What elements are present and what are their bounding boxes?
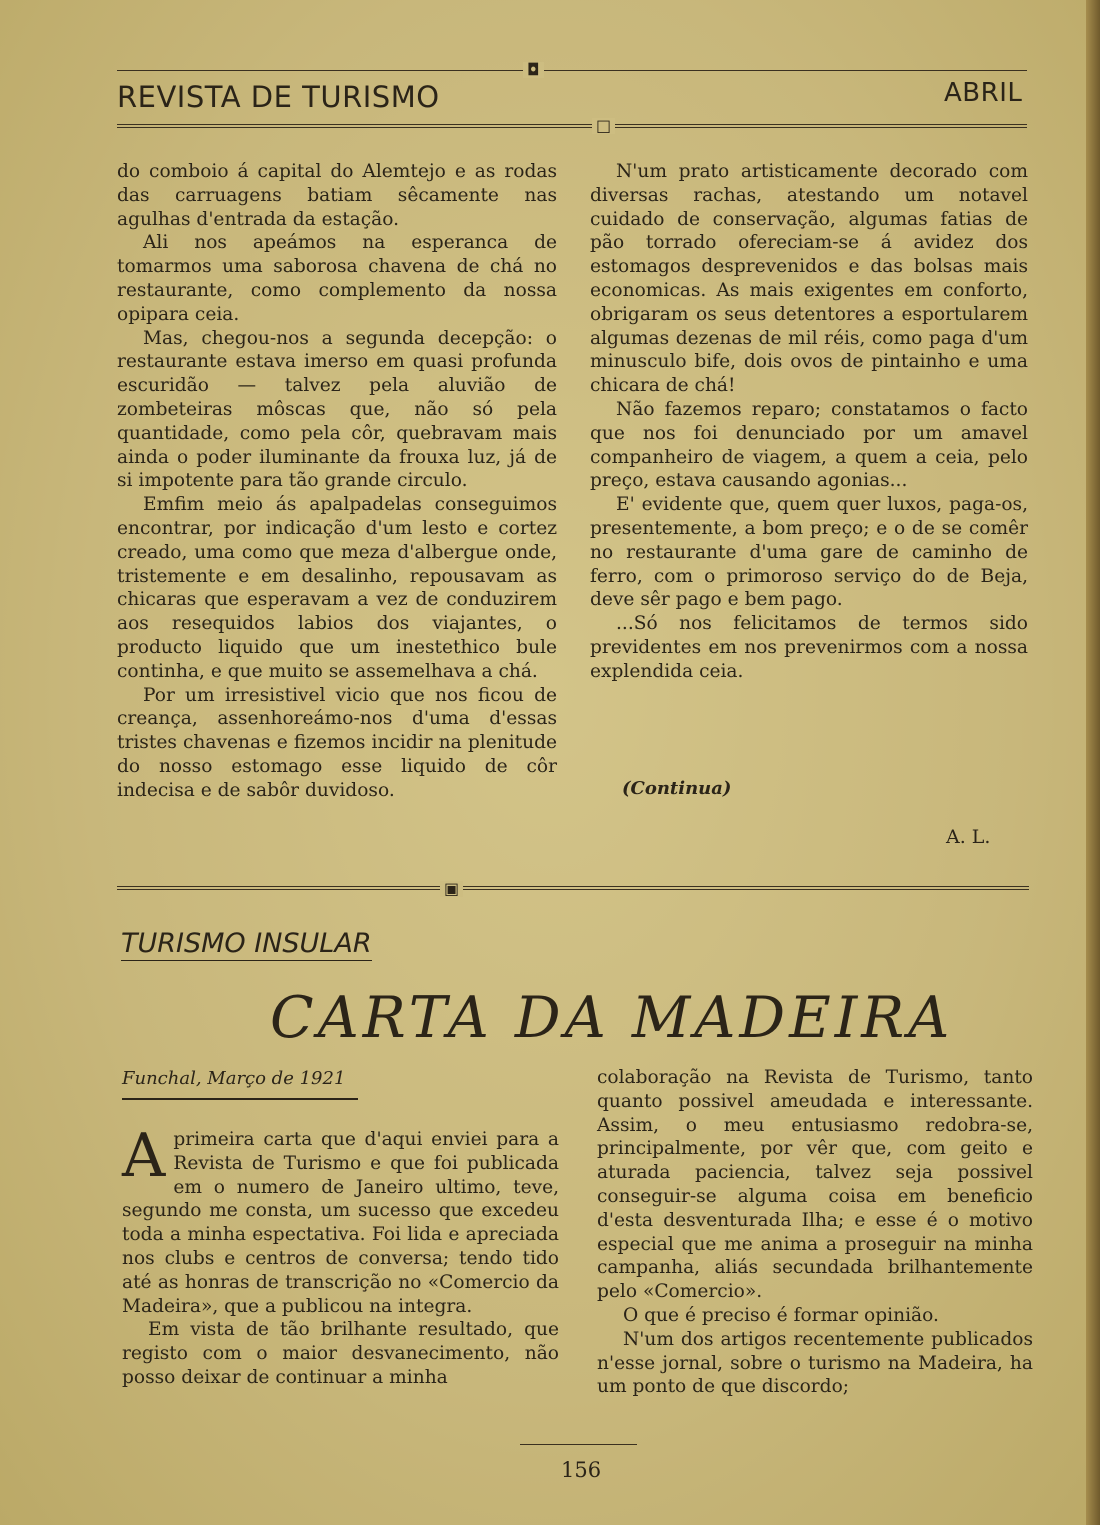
section-label: TURISMO INSULAR [121,928,372,959]
header-bottom-ornament-icon: □ [592,118,615,134]
header-ornament-icon: ◘ [523,62,544,78]
magazine-title: REVISTA DE TURISMO [117,80,440,114]
paragraph: Emfim meio ás apalpadelas conseguimos encontrar, por indicação d'um lesto e cortez creado, uma como que meza d'albergue onde, tristemente e em desalinho, repousavam as chicaras que esperavam a vez de conduzirem aos resequidos labios dos viajantes, o producto liquido que um inestethico bule continha, e que muito se assemelhava a chá. [117,494,557,682]
article-title: CARTA DA MADEIRA [270,985,954,1051]
issue-month: ABRIL [944,78,1023,108]
paragraph: do comboio á capital do Alemtejo e as rodas das carruagens batiam sêcamente nas agulhas d'entrada da estação. [117,161,557,230]
paragraph: Mas, chegou-nos a segunda decepção: o restaurante estava imerso em quasi profunda escuridão — talvez pela aluvião de zombeteiras môscas que, não só pela quantidade, como pela côr, quebravam mais ainda o poder iluminante da frouxa luz, já de si impotente para tão grande circulo. [117,327,557,492]
paragraph: N'um prato artisticamente decorado com diversas rachas, atestando um notavel cuidado de conservação, algumas fatias de pão torrado ofereciam-se á avidez dos estomagos desprevenidos e das bolsas mais economicas. As mais exigentes em conforto, obrigaram os seus detentores a esportularem algumas dezenas de mil réis, como paga d'um minusculo bife, dois ovos de pintainho e uma chicara de chá! [590,161,1028,397]
paragraph: Ali nos apeámos na esperanca de tomarmos uma saborosa chavena de chá no restaurante, como complemento da nossa opipara ceia. [117,232,557,325]
article1-right-column [590,160,1028,684]
article2-right-column [597,1066,1033,1399]
drop-cap: A [122,1121,166,1191]
footer-rule [520,1444,637,1445]
dateline-rule [122,1098,358,1100]
paragraph: O que é preciso é formar opinião. [623,1304,939,1326]
article2-left-column [122,1121,559,1390]
article1-left-column [117,160,557,803]
paragraph: Em vista de tão brilhante resultado, que registo com o maior desvanecimento, não posso deixar de continuar a minha [122,1319,559,1388]
section-divider-rule [117,886,1029,890]
paragraph: Não fazemos reparo; constatamos o facto que nos foi denunciado por um amavel companheiro de viagem, a quem a ceia, pelo preço, estava causando agonias... [590,398,1028,492]
page-spine [1086,0,1100,1525]
paragraph: N'um dos artigos recentemente publicados n'esse jornal, sobre o turismo na Madeira, ha um ponto de que discordo; [597,1328,1033,1398]
paragraph: ...Só nos felicitamos de termos sido previdentes em nos prevenirmos com a nossa explendida ceia. [590,613,1028,682]
paragraph: Por um irresistivel vicio que nos ficou de creança, assenhoreámo-nos d'uma d'essas tristes chavenas e fizemos incidir na plenitude do nosso estomago esse liquido de côr indecisa e de sabôr duvidoso. [117,684,557,801]
dateline: Funchal, Março de 1921 [122,1068,346,1089]
header-top-rule [117,70,1027,71]
page-number: 156 [561,1458,602,1482]
author-signature: A. L. [946,826,991,848]
paragraph: colaboração na Revista de Turismo, tanto quanto possivel ameudada e interessante. Assim, o meu entusiasmo redobra-se, principalmente, por vêr que, com geito e aturada paciencia, talvez seja possivel conseguir-se alguma coisa em beneficio d'esta desventurada Ilha; e esse é o motivo especial que me anima a proseguir na minha campanha, aliás secundada brilhantemente pelo «Comercio». [597,1067,1033,1303]
divider-ornament-icon: ▣ [440,881,463,897]
paragraph: E' evidente que, quem quer luxos, paga-os, presentemente, a bom preço; e o de se comêr no restaurante d'uma gare de caminho de ferro, com o primoroso serviço do de Beja, deve sêr pago e bem pago. [590,494,1028,611]
continued-note: (Continua) [622,778,732,799]
header-bottom-rule [117,124,1027,128]
paragraph: primeira carta que d'aqui enviei para a Revista de Turismo e que foi publicada em o numero de Janeiro ultimo, teve, segundo me consta, um sucesso que excedeu toda a minha espectativa. Foi lida e apreciada nos clubs e centros de conversa; tendo tido até as honras de transcrição no «Comercio da Madeira», que a publicou na integra. [122,1129,559,1317]
